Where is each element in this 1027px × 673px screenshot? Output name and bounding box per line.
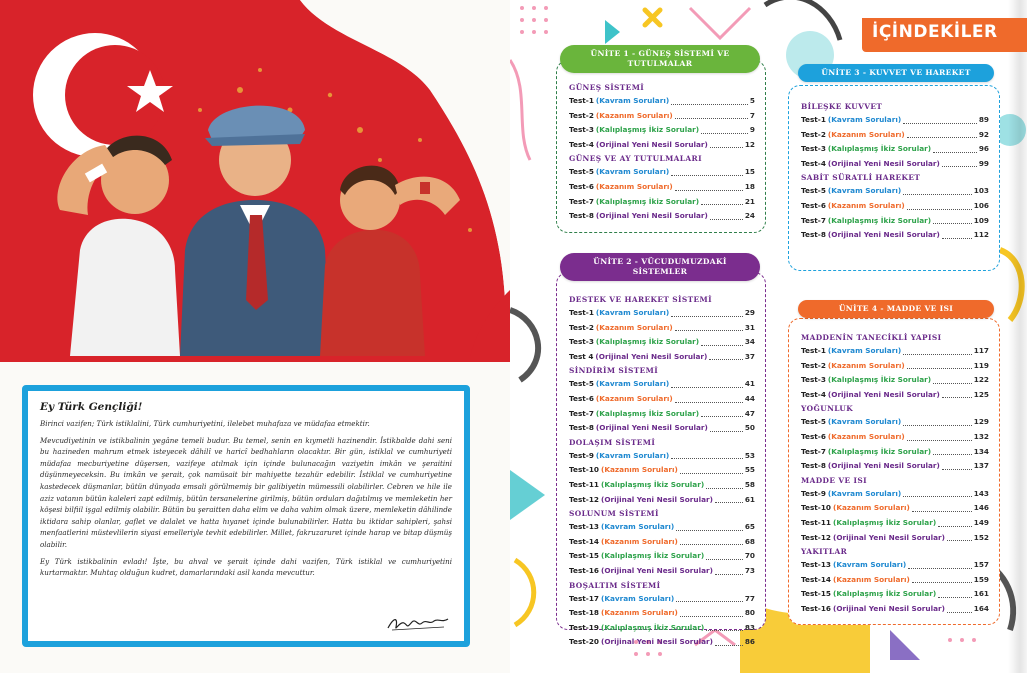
test-type: (Orijinal Yeni Nesil Sorular) bbox=[595, 211, 708, 221]
test-name: Test-7 bbox=[569, 408, 594, 418]
page-number: 5 bbox=[749, 96, 755, 105]
test-type: (Kalıplaşmış İkiz Sorular) bbox=[827, 144, 932, 154]
toc-row[interactable] bbox=[801, 344, 989, 359]
page-number: 137 bbox=[973, 461, 989, 471]
page-number: 80 bbox=[744, 608, 755, 618]
page-number: 159 bbox=[973, 574, 989, 584]
test-name: Test-2 bbox=[569, 110, 594, 120]
leader-dots bbox=[907, 137, 977, 138]
test-name: Test-8 bbox=[801, 230, 826, 240]
page-number: 44 bbox=[744, 393, 755, 403]
toc-row[interactable] bbox=[569, 535, 755, 550]
leader-dots bbox=[675, 402, 743, 403]
test-type: (Kalıplaşmış İkiz Sorular) bbox=[827, 375, 932, 385]
leader-dots bbox=[903, 496, 972, 497]
leader-dots bbox=[942, 469, 972, 470]
leader-dots bbox=[912, 582, 972, 583]
leader-dots bbox=[709, 359, 742, 360]
page-number: 143 bbox=[973, 488, 989, 498]
test-name: Test-4 bbox=[569, 139, 594, 149]
toc-row[interactable] bbox=[801, 142, 989, 157]
test-name: Test-4 bbox=[801, 389, 826, 399]
test-type: (Orijinal Yeni Nesil Sorular) bbox=[827, 389, 940, 399]
test-type: (Kazanım Soruları) bbox=[595, 110, 673, 120]
page-number: 103 bbox=[973, 186, 989, 196]
test-name: Test-10 bbox=[801, 503, 831, 513]
unit-2-label: ÜNİTE 2 - VÜCUDUMUZDAKİ SİSTEMLER bbox=[560, 253, 760, 281]
test-name: Test-1 bbox=[569, 96, 594, 105]
left-page bbox=[0, 0, 510, 673]
test-type: (Orijinal Yeni Nesil Sorular) bbox=[832, 603, 945, 613]
toc-row[interactable] bbox=[569, 564, 755, 579]
leader-dots bbox=[903, 123, 977, 124]
test-type: (Kalıplaşmış İkiz Sorular) bbox=[595, 337, 700, 347]
page-number: 106 bbox=[973, 200, 989, 210]
leader-dots bbox=[675, 330, 743, 331]
leader-dots bbox=[706, 559, 743, 560]
test-name: Test-9 bbox=[569, 450, 594, 460]
section-title: DOLAŞIM SİSTEMİ bbox=[569, 437, 656, 447]
red-divider-band bbox=[0, 356, 510, 362]
test-type: (Kalıplaşmış İkiz Sorular) bbox=[832, 517, 937, 527]
leader-dots bbox=[912, 511, 972, 512]
test-type: (Kazanım Soruları) bbox=[827, 129, 905, 139]
toc-row[interactable] bbox=[569, 463, 755, 478]
test-type: (Kazanım Soruları) bbox=[827, 431, 905, 441]
test-type: (Kavram Soruları) bbox=[595, 308, 670, 317]
test-type: (Kavram Soruları) bbox=[595, 450, 670, 460]
page-number: 122 bbox=[973, 375, 989, 385]
test-type: (Kazanım Soruları) bbox=[595, 181, 673, 191]
leader-dots bbox=[675, 118, 748, 119]
page-number: 18 bbox=[744, 181, 755, 191]
test-type: (Kavram Soruları) bbox=[827, 186, 902, 196]
ataturk-signature-icon bbox=[386, 613, 450, 633]
test-name: Test-9 bbox=[801, 488, 826, 498]
leader-dots bbox=[942, 397, 972, 398]
page-number: 157 bbox=[973, 560, 989, 570]
test-type: (Kalıplaşmış İkiz Sorular) bbox=[827, 215, 932, 225]
test-name: Test-7 bbox=[801, 446, 826, 456]
page-number: 134 bbox=[973, 446, 989, 456]
test-name: Test-10 bbox=[569, 465, 599, 475]
test-name: Test-7 bbox=[801, 215, 826, 225]
leader-dots bbox=[715, 645, 743, 646]
page-number: 92 bbox=[978, 129, 989, 139]
test-name: Test-5 bbox=[801, 186, 826, 196]
toc-row[interactable] bbox=[801, 531, 989, 546]
test-type: (Kazanım Soruları) bbox=[600, 465, 678, 475]
leader-dots bbox=[903, 354, 972, 355]
gencliye-hitabe-box bbox=[22, 385, 470, 647]
page-number: 112 bbox=[973, 230, 989, 240]
ataturk-youth-illustration bbox=[0, 0, 510, 362]
test-type: (Orijinal Yeni Nesil Sorular) bbox=[595, 423, 708, 433]
toc-row[interactable] bbox=[801, 415, 989, 430]
test-name: Test-4 bbox=[801, 158, 826, 168]
page-fold-shadow bbox=[1008, 0, 1027, 673]
toc-row[interactable] bbox=[569, 195, 755, 210]
test-name: Test-5 bbox=[801, 417, 826, 427]
unit-3-box bbox=[788, 85, 1000, 271]
leader-dots bbox=[680, 473, 743, 474]
toc-row[interactable] bbox=[569, 392, 755, 407]
test-name: Test-20 bbox=[569, 637, 599, 647]
page-number: 83 bbox=[744, 622, 755, 632]
test-type: (Kalıplaşmış İkiz Sorular) bbox=[595, 125, 700, 135]
leader-dots bbox=[710, 147, 743, 148]
page-number: 24 bbox=[744, 211, 755, 221]
test-type: (Kavram Soruları) bbox=[827, 115, 902, 124]
page-number: 7 bbox=[749, 110, 755, 120]
test-name: Test-11 bbox=[801, 517, 831, 527]
test-type: (Kazanım Soruları) bbox=[827, 200, 905, 210]
test-name: Test-12 bbox=[801, 532, 831, 542]
test-name: Test-14 bbox=[569, 536, 599, 546]
test-name: Test-19 bbox=[569, 622, 599, 632]
page-number: 21 bbox=[744, 196, 755, 206]
test-name: Test-13 bbox=[569, 522, 599, 532]
leader-dots bbox=[908, 568, 972, 569]
toc-row[interactable] bbox=[569, 94, 755, 109]
test-name: Test-6 bbox=[801, 200, 826, 210]
unit-4-box bbox=[788, 318, 1000, 625]
leader-dots bbox=[706, 630, 743, 631]
test-name: Test-2 bbox=[801, 129, 826, 139]
page-number: 12 bbox=[744, 139, 755, 149]
test-type: (Kavram Soruları) bbox=[832, 560, 907, 570]
test-type: (Orijinal Yeni Nesil Sorular) bbox=[827, 158, 940, 168]
test-type: (Kalıplaşmış İkiz Sorular) bbox=[595, 196, 700, 206]
test-type: (Orijinal Yeni Nesil Sorular) bbox=[832, 532, 945, 542]
page-number: 37 bbox=[744, 351, 755, 361]
test-type: (Kalıplaşmış İkiz Sorular) bbox=[827, 446, 932, 456]
toc-row[interactable] bbox=[569, 520, 755, 535]
page-number: 109 bbox=[973, 215, 989, 225]
toc-row[interactable] bbox=[569, 165, 755, 180]
page-number: 9 bbox=[749, 125, 755, 135]
leader-dots bbox=[715, 502, 743, 503]
leader-dots bbox=[715, 574, 743, 575]
leader-dots bbox=[701, 204, 743, 205]
toc-row[interactable] bbox=[801, 573, 989, 588]
test-type: (Orijinal Yeni Nesil Sorular) bbox=[600, 494, 713, 504]
unit-1-box bbox=[556, 60, 766, 233]
toc-row[interactable] bbox=[801, 157, 989, 172]
test-name: Test-16 bbox=[801, 603, 831, 613]
toc-row[interactable] bbox=[569, 138, 755, 153]
page-number: 117 bbox=[973, 346, 989, 355]
page-number: 55 bbox=[744, 465, 755, 475]
toc-row[interactable] bbox=[569, 449, 755, 464]
test-name: Test-16 bbox=[569, 565, 599, 575]
test-type: (Kazanım Soruları) bbox=[827, 360, 905, 370]
test-name: Test-5 bbox=[569, 379, 594, 389]
leader-dots bbox=[680, 616, 743, 617]
test-name: Test-2 bbox=[801, 360, 826, 370]
test-name: Test-8 bbox=[569, 211, 594, 221]
toc-row[interactable] bbox=[801, 373, 989, 388]
toc-row[interactable] bbox=[569, 592, 755, 607]
toc-row[interactable] bbox=[801, 113, 989, 128]
test-name: Test-14 bbox=[801, 574, 831, 584]
leader-dots bbox=[933, 152, 977, 153]
test-name: Test-3 bbox=[569, 125, 594, 135]
test-name: Test-7 bbox=[569, 196, 594, 206]
section-title: MADDE VE ISI bbox=[801, 475, 867, 485]
test-name: Test-1 bbox=[801, 115, 826, 124]
toc-row[interactable] bbox=[569, 635, 755, 650]
page-number: 89 bbox=[978, 115, 989, 124]
leader-dots bbox=[701, 416, 743, 417]
toc-row[interactable] bbox=[569, 549, 755, 564]
test-type: (Kazanım Soruları) bbox=[600, 608, 678, 618]
speech-paragraph-1: Birinci vazifen; Türk istiklalini, Türk cumhuriyetini, ilelebet muhafaza ve müdafaa etmektir. bbox=[40, 419, 370, 428]
test-name: Test-13 bbox=[801, 560, 831, 570]
leader-dots bbox=[671, 104, 748, 105]
toc-row[interactable] bbox=[801, 359, 989, 374]
test-name: Test-8 bbox=[801, 461, 826, 471]
toc-row[interactable] bbox=[569, 377, 755, 392]
section-title: SOLUNUM SİSTEMİ bbox=[569, 509, 659, 519]
page-number: 132 bbox=[973, 431, 989, 441]
section-title: YOĞUNLUK bbox=[801, 404, 854, 414]
toc-row[interactable] bbox=[801, 184, 989, 199]
test-type: (Kavram Soruları) bbox=[595, 167, 670, 177]
toc-row[interactable] bbox=[569, 407, 755, 422]
test-name: Test-18 bbox=[569, 608, 599, 618]
test-type: (Kalıplaşmış İkiz Sorular) bbox=[600, 551, 705, 561]
toc-row[interactable] bbox=[801, 501, 989, 516]
page-number: 146 bbox=[973, 503, 989, 513]
test-name: Test 4 bbox=[569, 351, 594, 361]
page-number: 86 bbox=[744, 637, 755, 647]
test-type: (Kalıplaşmış İkiz Sorular) bbox=[595, 408, 700, 418]
page-number: 47 bbox=[744, 408, 755, 418]
leader-dots bbox=[710, 219, 743, 220]
toc-header-title: İÇİNDEKİLER bbox=[872, 22, 998, 42]
page-number: 99 bbox=[978, 158, 989, 168]
speech-title: Ey Türk Gençliği! bbox=[40, 401, 143, 413]
page-number: 164 bbox=[973, 603, 989, 613]
toc-row[interactable] bbox=[569, 306, 755, 321]
test-name: Test-3 bbox=[801, 375, 826, 385]
toc-row[interactable] bbox=[801, 128, 989, 143]
leader-dots bbox=[907, 209, 972, 210]
test-name: Test-11 bbox=[569, 479, 599, 489]
page-number: 96 bbox=[978, 144, 989, 154]
leader-dots bbox=[907, 440, 972, 441]
section-title: GÜNEŞ VE AY TUTULMALARI bbox=[569, 154, 702, 164]
toc-row[interactable] bbox=[801, 459, 989, 474]
page-number: 68 bbox=[744, 536, 755, 546]
leader-dots bbox=[671, 175, 743, 176]
page-number: 65 bbox=[744, 522, 755, 532]
page-number: 129 bbox=[973, 417, 989, 427]
page-number: 149 bbox=[973, 517, 989, 527]
leader-dots bbox=[676, 601, 743, 602]
page-number: 61 bbox=[744, 494, 755, 504]
test-type: (Kazanım Soruları) bbox=[595, 393, 673, 403]
test-type: (Orijinal Yeni Nesil Sorular) bbox=[827, 230, 940, 240]
toc-row[interactable] bbox=[569, 123, 755, 138]
toc-row[interactable] bbox=[569, 350, 755, 365]
toc-row[interactable] bbox=[569, 109, 755, 124]
test-name: Test-6 bbox=[569, 181, 594, 191]
toc-row[interactable] bbox=[569, 209, 755, 224]
toc-row[interactable] bbox=[569, 493, 755, 508]
test-name: Test-12 bbox=[569, 494, 599, 504]
test-type: (Kavram Soruları) bbox=[827, 346, 902, 355]
toc-row[interactable] bbox=[801, 430, 989, 445]
page-number: 50 bbox=[744, 423, 755, 433]
section-title: SİNDİRİM SİSTEMİ bbox=[569, 366, 659, 376]
test-type: (Orijinal Yeni Nesil Sorular) bbox=[595, 139, 708, 149]
leader-dots bbox=[933, 223, 972, 224]
test-type: (Kazanım Soruları) bbox=[832, 574, 910, 584]
speech-paragraph-2: Mevcudiyetinin ve istikbalinin yegâne temeli budur. Bu temel, senin en kıymetli hazinendir. İstikbalde dahi seni bu hazineden mahrum etmek isteyecek dâhilî ve haricî bedhahların olacaktır. Bir gün, istiklal ve cumhuriyeti müdafaa mecburiyetine düşersen, vazifeye atılmak için içinde bulunacağın vaziyetin imkân ve şeraitini düşünmeyeceksin. Bu imkân ve şerait, çok namüsait bir mahiyette tezahür edebilir. İstiklal ve cumhuriyetine kastedecek düşmanlar, bütün dünyada emsali görülmemiş bir galibiyetin mümessili olabilirler. Cebren ve hile ile aziz vatanın bütün kaleleri zapt edilmiş, bütün tersanelerine girilmiş, bütün orduları dağıtılmış ve memleketin her köşesi bilfiil işgal edilmiş olabilir. Bütün bu şeraitten daha elim ve daha vahim olmak üzere, memleketin dâhilinde iktidara sahip olanlar, gaflet ve dalalet ve hatta hıyanet içinde bulunabilirler. Hatta bu iktidar sahipleri, şahsi menfaatlerini müstevlilerin siyasi emelleriyle tevhit edebilirler. Millet, fakruzaruret içinde harap ve bitap düşmüş olabilir. bbox=[40, 435, 452, 549]
leader-dots bbox=[938, 597, 972, 598]
test-name: Test-17 bbox=[569, 593, 599, 603]
toc-row[interactable] bbox=[801, 558, 989, 573]
test-type: (Kavram Soruları) bbox=[600, 522, 675, 532]
page-number: 53 bbox=[744, 450, 755, 460]
page-number: 125 bbox=[973, 389, 989, 399]
unit-1-label: ÜNİTE 1 - GÜNEŞ SİSTEMİ VE TUTULMALAR bbox=[560, 45, 760, 73]
page-number: 161 bbox=[973, 589, 989, 599]
leader-dots bbox=[671, 458, 743, 459]
test-name: Test-1 bbox=[569, 308, 594, 317]
toc-row[interactable] bbox=[801, 199, 989, 214]
leader-dots bbox=[933, 383, 972, 384]
section-title: GÜNEŞ SİSTEMİ bbox=[569, 83, 645, 92]
leader-dots bbox=[710, 431, 743, 432]
toc-row[interactable] bbox=[801, 445, 989, 460]
leader-dots bbox=[701, 345, 743, 346]
test-type: (Kalıplaşmış İkiz Sorular) bbox=[832, 589, 937, 599]
toc-row[interactable] bbox=[801, 388, 989, 403]
page-number: 31 bbox=[744, 322, 755, 332]
section-title: BOŞALTIM SİSTEMİ bbox=[569, 580, 661, 590]
page-number: 73 bbox=[744, 565, 755, 575]
page-number: 70 bbox=[744, 551, 755, 561]
toc-row[interactable] bbox=[801, 214, 989, 229]
test-name: Test-6 bbox=[569, 393, 594, 403]
page-number: 29 bbox=[744, 308, 755, 317]
leader-dots bbox=[947, 540, 972, 541]
leader-dots bbox=[671, 316, 743, 317]
leader-dots bbox=[706, 488, 743, 489]
page-number: 119 bbox=[973, 360, 989, 370]
page-number: 58 bbox=[744, 479, 755, 489]
section-title: MADDENİN TANECİKLİ YAPISI bbox=[801, 333, 942, 342]
test-type: (Kazanım Soruları) bbox=[600, 536, 678, 546]
leader-dots bbox=[903, 194, 972, 195]
toc-row[interactable] bbox=[801, 602, 989, 617]
test-type: (Kavram Soruları) bbox=[827, 417, 902, 427]
test-name: Test-3 bbox=[569, 337, 594, 347]
test-type: (Kavram Soruları) bbox=[595, 379, 670, 389]
section-title: YAKITLAR bbox=[801, 547, 848, 557]
section-title: DESTEK VE HAREKET SİSTEMİ bbox=[569, 295, 712, 304]
test-type: (Kavram Soruları) bbox=[595, 96, 670, 105]
test-name: Test-1 bbox=[801, 346, 826, 355]
section-title: SABİT SÜRATLİ HAREKET bbox=[801, 173, 921, 183]
leader-dots bbox=[933, 454, 972, 455]
test-name: Test-2 bbox=[569, 322, 594, 332]
test-name: Test-3 bbox=[801, 144, 826, 154]
test-type: (Orijinal Yeni Nesil Sorular) bbox=[600, 565, 713, 575]
leader-dots bbox=[680, 544, 743, 545]
page-number: 34 bbox=[744, 337, 755, 347]
section-title: BİLEŞKE KUVVET bbox=[801, 102, 883, 111]
leader-dots bbox=[942, 238, 972, 239]
test-type: (Kazanım Soruları) bbox=[595, 322, 673, 332]
test-type: (Kazanım Soruları) bbox=[832, 503, 910, 513]
toc-row[interactable] bbox=[569, 478, 755, 493]
right-page bbox=[510, 0, 1027, 673]
leader-dots bbox=[701, 133, 748, 134]
test-name: Test-15 bbox=[569, 551, 599, 561]
unit-3-label: ÜNİTE 3 - KUVVET VE HAREKET bbox=[798, 64, 994, 82]
test-type: (Kavram Soruları) bbox=[600, 593, 675, 603]
toc-row[interactable] bbox=[569, 606, 755, 621]
test-name: Test-5 bbox=[569, 167, 594, 177]
test-type: (Orijinal Yeni Nesil Sorular) bbox=[827, 461, 940, 471]
test-name: Test-8 bbox=[569, 423, 594, 433]
test-name: Test-15 bbox=[801, 589, 831, 599]
leader-dots bbox=[942, 166, 977, 167]
test-name: Test-6 bbox=[801, 431, 826, 441]
page-number: 41 bbox=[744, 379, 755, 389]
toc-row[interactable] bbox=[569, 335, 755, 350]
leader-dots bbox=[903, 425, 972, 426]
toc-row[interactable] bbox=[569, 621, 755, 636]
toc-row[interactable] bbox=[801, 487, 989, 502]
toc-row[interactable] bbox=[569, 180, 755, 195]
speech-paragraph-3: Ey Türk istikbalinin evladı! İşte, bu ahval ve şerait içinde dahi vazifen, Türk istiklal ve cumhuriyetini kurtarmaktır. Muhtaç olduğun kudret, damarlarındaki asil kanda mevcuttur. bbox=[40, 556, 452, 578]
leader-dots bbox=[675, 190, 743, 191]
toc-row[interactable] bbox=[801, 228, 989, 243]
page-number: 15 bbox=[744, 167, 755, 177]
toc-row[interactable] bbox=[569, 321, 755, 336]
page-number: 152 bbox=[973, 532, 989, 542]
leader-dots bbox=[676, 530, 743, 531]
toc-row[interactable] bbox=[801, 516, 989, 531]
page-number: 77 bbox=[744, 593, 755, 603]
leader-dots bbox=[938, 526, 972, 527]
test-type: (Kalıplaşmış İkiz Sorular) bbox=[600, 622, 705, 632]
test-type: (Orijinal Yeni Nesil Sorular) bbox=[595, 351, 708, 361]
test-type: (Kalıplaşmış İkiz Sorular) bbox=[600, 479, 705, 489]
test-type: (Orijinal Yeni Nesil Sorular) bbox=[600, 637, 713, 647]
unit-2-box bbox=[556, 272, 766, 647]
leader-dots bbox=[947, 612, 972, 613]
leader-dots bbox=[671, 387, 743, 388]
toc-row[interactable] bbox=[569, 421, 755, 436]
unit-4-label: ÜNİTE 4 - MADDE VE ISI bbox=[798, 300, 994, 318]
toc-row[interactable] bbox=[801, 587, 989, 602]
test-type: (Kavram Soruları) bbox=[827, 488, 902, 498]
leader-dots bbox=[907, 368, 972, 369]
